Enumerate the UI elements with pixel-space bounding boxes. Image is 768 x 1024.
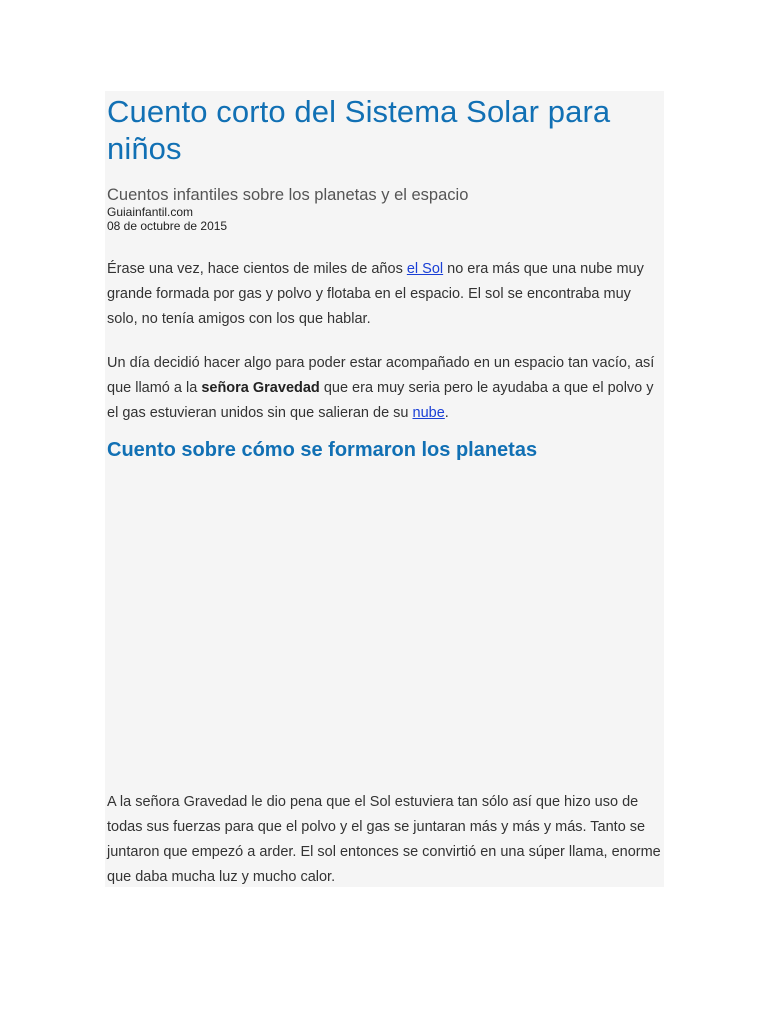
paragraph-2-text-end: . bbox=[444, 405, 449, 421]
paragraph-1-text-end: no era más que una nube muy grande formada por gas y polvo y flotaba en el espacio. El sol se encontraba muy solo, no tenía amigos con los que hablar. bbox=[107, 261, 644, 327]
section-heading: Cuento sobre cómo se formaron los planetas bbox=[107, 439, 538, 461]
article-date: 08 de octubre de 2015 bbox=[107, 219, 228, 233]
paragraph-2-text-middle: que era muy seria pero le ayudaba a que el polvo y el gas estuvieran unidos sin que salieran de su bbox=[107, 380, 654, 421]
paragraph-2-text-start: Un día decidió hacer algo para poder estar acompañado en un espacio tan vacío, así que llamó a la bbox=[107, 355, 655, 396]
paragraph-2 bbox=[107, 351, 664, 426]
article-panel bbox=[105, 91, 664, 887]
article-title: Cuento corto del Sistema Solar para niños bbox=[107, 94, 611, 166]
empty-media-area bbox=[107, 476, 662, 766]
paragraph-1-text-start: Érase una vez, hace cientos de miles de años bbox=[107, 261, 407, 277]
article-subtitle: Cuentos infantiles sobre los planetas y el espacio bbox=[107, 186, 469, 204]
el-sol-link[interactable]: el Sol bbox=[406, 261, 444, 277]
nube-link[interactable]: nube bbox=[412, 405, 445, 421]
article-source: Guiainfantil.com bbox=[107, 205, 194, 219]
gravedad-bold-text: señora Gravedad bbox=[201, 380, 320, 396]
paragraph-3: A la señora Gravedad le dio pena que el Sol estuviera tan sólo así que hizo uso de todas sus fuerzas para que el polvo y el gas se juntaran más y más y más. Tanto se juntaron que empezó a arder. El sol entonces se convirtió en una súper llama, enorme que daba mucha luz y mucho calor. bbox=[107, 794, 661, 885]
paragraph-1 bbox=[107, 257, 664, 332]
